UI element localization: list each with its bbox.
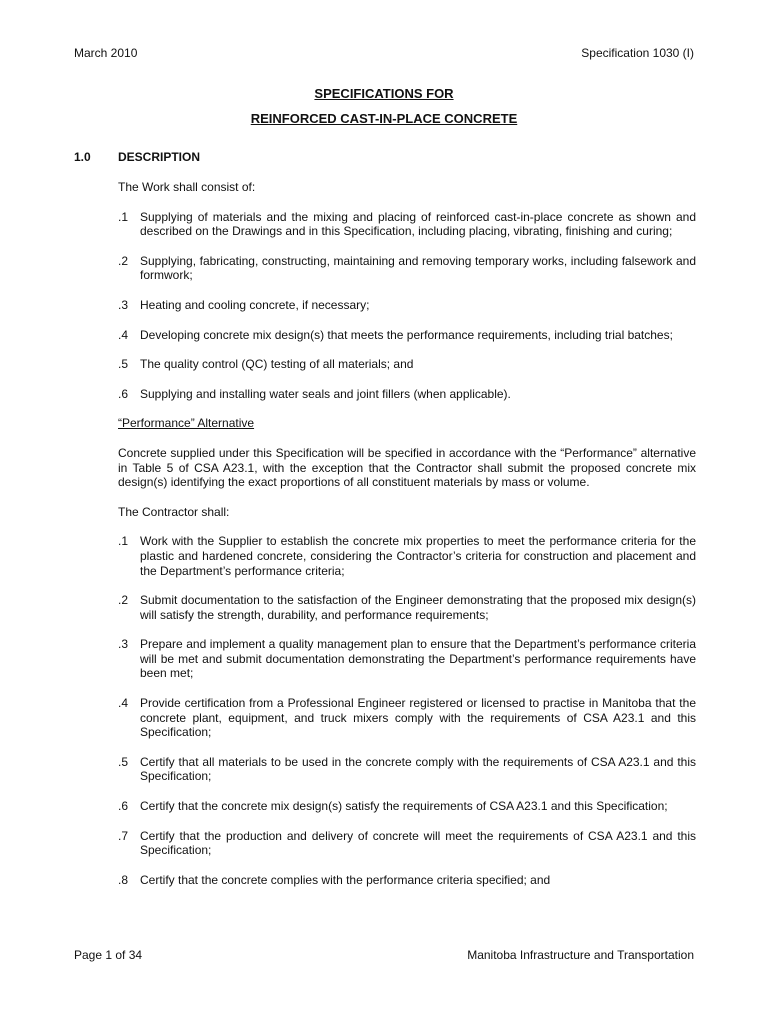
header-date: March 2010: [74, 46, 138, 60]
work-item: [118, 328, 696, 343]
item-marker: .4: [118, 696, 129, 711]
contractor-item: [118, 829, 696, 858]
intro-text: The Work shall consist of:: [118, 180, 256, 194]
contractor-item: [118, 873, 696, 888]
item-marker: .1: [118, 534, 129, 549]
work-item: [118, 254, 696, 283]
item-marker: .6: [118, 799, 129, 814]
page-number: Page 1 of 34: [74, 948, 143, 962]
item-text: The quality control (QC) testing of all materials; and: [140, 357, 414, 372]
item-marker: .6: [118, 386, 129, 401]
item-text: Supplying of materials and the mixing and placing of reinforced cast-in-place concrete as shown and described on the Drawings and in this Specification, including placing, vibrating, finishing and curing;: [140, 209, 696, 239]
item-text: Certify that all materials to be used in the concrete comply with the requirements of CSA A23.1 and this Specification;: [140, 754, 696, 784]
work-item: [118, 387, 696, 402]
footer-organization: Manitoba Infrastructure and Transportation: [467, 948, 694, 962]
contractor-item: [118, 593, 696, 622]
item-marker: .4: [118, 327, 129, 342]
document-body: [118, 180, 696, 902]
item-text: Provide certification from a Professional Engineer registered or licensed to practise in Manitoba that the concrete plant, equipment, and truck mixers comply with the requirements of CSA A23.1 and this Specification;: [140, 696, 696, 740]
contractor-item: [118, 755, 696, 784]
work-item: [118, 210, 696, 239]
item-marker: .7: [118, 828, 129, 843]
page-header: [74, 46, 694, 61]
contractor-item: [118, 696, 696, 740]
work-item: [118, 357, 696, 372]
contractor-item: [118, 637, 696, 681]
item-text: Work with the Supplier to establish the concrete mix properties to meet the performance criteria for the plastic and hardened concrete, considering the Contractor’s criteria for construction and placement and the Department’s performance criteria;: [140, 534, 696, 578]
performance-subheading: “Performance” Alternative: [118, 416, 255, 431]
contractor-item: [118, 799, 696, 814]
item-text: Certify that the concrete complies with the performance criteria specified; and: [140, 872, 551, 887]
header-spec-number: Specification 1030 (I): [581, 46, 694, 60]
item-marker: .5: [118, 357, 129, 372]
item-marker: .3: [118, 637, 129, 652]
item-text: Certify that the concrete mix design(s) satisfy the requirements of CSA A23.1 and this Specification;: [140, 799, 668, 814]
item-text: Certify that the production and delivery of concrete will meet the requirements of CSA A23.1 and this Specification;: [140, 828, 696, 858]
item-text: Developing concrete mix design(s) that meets the performance requirements, including trial batches;: [140, 327, 673, 342]
item-marker: .5: [118, 754, 129, 769]
item-text: Submit documentation to the satisfaction of the Engineer demonstrating that the proposed mix design(s) will satisfy the strength, durability, and performance requirements;: [140, 593, 696, 622]
item-marker: .8: [118, 872, 129, 887]
section-title: DESCRIPTION: [118, 150, 201, 164]
section-heading: [74, 150, 200, 165]
item-text: Supplying, fabricating, constructing, maintaining and removing temporary works, including falsework and formwork;: [140, 253, 696, 283]
document-title-line1: SPECIFICATIONS FOR: [314, 86, 454, 101]
item-marker: .2: [118, 593, 129, 608]
item-text: Prepare and implement a quality management plan to ensure that the Department’s performance criteria will be met and submit documentation demonstrating the Department’s performance requirements have been met;: [140, 637, 696, 681]
performance-paragraph: Concrete supplied under this Specification will be specified in accordance with the “Performance” alternative in Table 5 of CSA A23.1, with the exception that the Contractor shall submit the proposed concrete mix design(s) identifying the exact proportions of all constituent materials by mass or volume.: [118, 445, 696, 490]
contractor-intro: The Contractor shall:: [118, 504, 230, 519]
section-number: 1.0: [74, 150, 91, 164]
item-text: Supplying and installing water seals and joint fillers (when applicable).: [140, 386, 511, 401]
contractor-item: [118, 534, 696, 578]
item-marker: .3: [118, 297, 129, 312]
item-marker: .1: [118, 209, 129, 224]
item-marker: .2: [118, 253, 129, 268]
work-item: [118, 298, 696, 313]
item-text: Heating and cooling concrete, if necessary;: [140, 297, 370, 312]
document-title-line2: REINFORCED CAST-IN-PLACE CONCRETE: [250, 111, 518, 126]
page-footer: [74, 948, 694, 963]
